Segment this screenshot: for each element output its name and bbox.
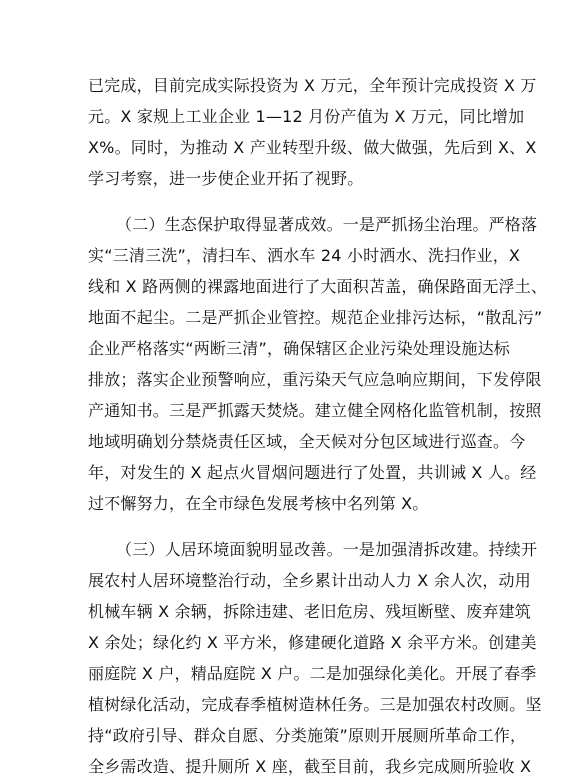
paragraph-gap: [88, 194, 508, 209]
paragraph-line: 丽庭院 X 户，精品庭院 X 户。二是加强绿化美化。开展了春季: [88, 664, 537, 683]
paragraph-line: 持“政府引导、群众自愿、分类施策”原则开展厕所革命工作，: [88, 726, 527, 745]
paragraph-line: 已完成，目前完成实际投资为 X 万元，全年预计完成投资 X 万: [88, 76, 537, 95]
document-body: [88, 70, 548, 782]
paragraph-line: 植树绿化活动，完成春季植树造林任务。三是加强农村改厕。坚: [88, 695, 542, 714]
paragraph-line: 排放；落实企业预警响应，重污染天气应急响应期间，下发停限: [88, 370, 542, 389]
paragraph-line: X%。同时，为推动 X 产业转型升级、做大做强，先后到 X、X: [88, 138, 537, 157]
paragraph-line: （二）生态保护取得显著成效。一是严抓扬尘治理。严格落: [116, 215, 538, 234]
paragraph-line: 地面不起尘。二是严抓企业管控。规范企业排污达标，“散乱污”: [88, 308, 543, 327]
paragraph-line: （三）人居环境面貌明显改善。一是加强清拆改建。持续开: [116, 540, 538, 559]
paragraph-line: 展农村人居环境整治行动，全乡累计出动人力 X 余人次，动用: [88, 571, 531, 590]
paragraph-line: 产通知书。三是严抓露天焚烧。建立健全网格化监管机制，按照: [88, 401, 542, 420]
paragraph-line: 地域明确划分禁烧责任区域，全天候对分包区域进行巡查。今: [88, 432, 526, 451]
paragraph-line: 企业严格落实“两断三清”，确保辖区企业污染处理设施达标: [88, 339, 510, 358]
paragraph-line: 机械车辆 X 余辆，拆除违建、老旧危房、残垣断壁、废弃建筑: [88, 602, 531, 621]
paragraph-line: 年，对发生的 X 起点火冒烟问题进行了处置，共训诫 X 人。经: [88, 463, 537, 482]
paragraph-3: [88, 534, 542, 782]
paragraph-line: 实“三清三洗”，清扫车、洒水车 24 小时洒水、洗扫作业，X: [88, 246, 521, 265]
paragraph-line: 全乡需改造、提升厕所 X 座，截至目前，我乡完成厕所验收 X: [88, 757, 532, 776]
paragraph-gap: [88, 519, 508, 534]
paragraph-line: 学习考察，进一步使企业开拓了视野。: [88, 169, 364, 188]
paragraph-line: 过不懈努力，在全市绿色发展考核中名列第 X。: [88, 494, 429, 513]
paragraph-line: 线和 X 路两侧的裸露地面进行了大面积苫盖，确保路面无浮土、: [88, 277, 548, 296]
paragraph-2: [88, 209, 548, 519]
paragraph-1: [88, 70, 537, 194]
paragraph-line: X 余处；绿化约 X 平方米，修建硬化道路 X 余平方米。创建美: [88, 633, 537, 652]
paragraph-line: 元。X 家规上工业企业 1—12 月份产值为 X 万元，同比增加: [88, 107, 525, 126]
